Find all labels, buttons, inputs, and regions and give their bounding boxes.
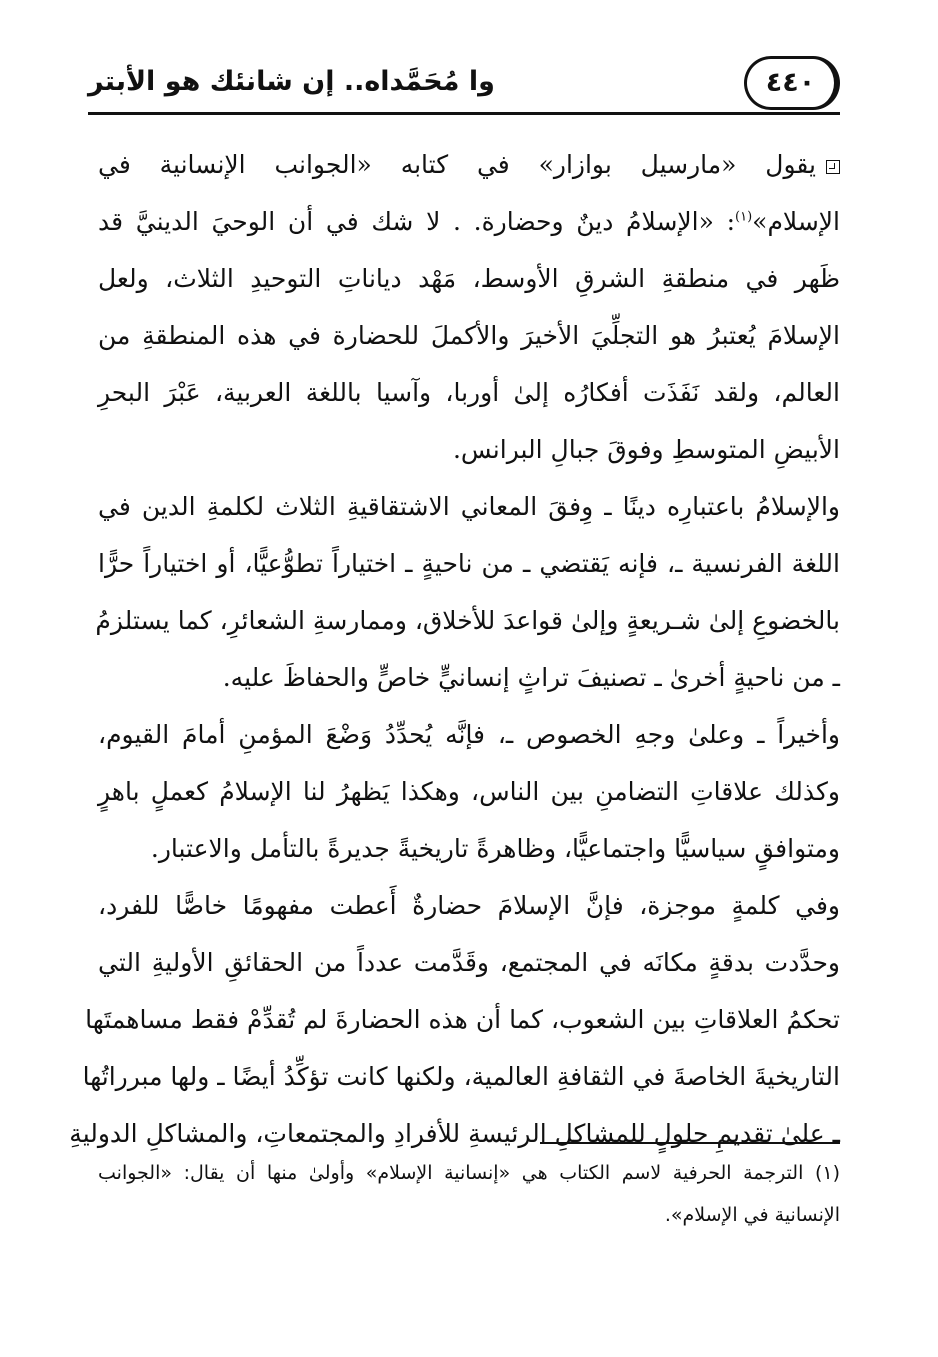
text-line: والإسلامُ باعتبارِه دينًا ـ وِفقَ المعاني الاشتقاقيةِ الثلاث لكلمةِ الدين في — [98, 492, 840, 521]
running-title: وا مُحَمَّداه.. إن شانئك هو الأبتر — [88, 66, 495, 97]
body-text — [69, 136, 841, 1162]
running-header — [88, 56, 840, 126]
paragraph-4 — [69, 877, 840, 1162]
footnote — [98, 1152, 840, 1236]
text-line — [98, 193, 840, 250]
footnote-marker: (١) — [735, 209, 753, 225]
line-text: يقول «مارسيل بوازار» في كتابه «الجوانب الإنسانية في — [98, 150, 816, 179]
footnote-rule — [540, 1142, 840, 1144]
page-number: ٤٤٠ — [744, 56, 840, 110]
text-line: الإسلامَ يُعتبرُ هو التجلِّيَ الأخيرَ والأكملَ للحضارة في هذه المنطقةِ من — [98, 321, 840, 350]
paragraph-3 — [98, 706, 840, 877]
text-line: الأبيضِ المتوسطِ وفوقَ جبالِ البرانس. — [452, 435, 840, 464]
text-line: التاريخيةَ الخاصةَ في الثقافةِ العالمية، ولكنها كانت تؤكِّدُ أيضًا ـ ولها مبرراتُها — [82, 1062, 840, 1091]
footnote-line: (١) الترجمة الحرفية لاسم الكتاب هي «إنسانية الإسلام» وأولىٰ منها أن يقال: «الجوانب — [98, 1162, 840, 1184]
text-line: ـ من ناحيةٍ أخرىٰ ـ تصنيفَ تراثٍ إنسانيٍّ خاصٍّ والحفاظَ عليه. — [222, 663, 840, 692]
text-line: بالخضوعِ إلىٰ شـريعةٍ وإلىٰ قواعدَ للأخلاق، وممارسةِ الشعائرِ، كما يستلزمُ — [95, 606, 840, 635]
text-line: ـ علىٰ تقديمِ حلولٍ للمشاكلِ الرئيسةِ للأفرادِ والمجتمعاتِ، والمشاكلِ الدوليةِ — [69, 1119, 840, 1148]
line-text-with-footnote: الإسلام»$^{(١)}$: «الإسلامُ دينٌ وحضارة. . لا شك في أن الوحيَ الدينيَّ قد — [98, 207, 840, 236]
checkbox-bullet-icon — [826, 160, 840, 174]
text-line: وكذلك علاقاتِ التضامنِ بين الناس، وهكذا يَظهرُ لنا الإسلامُ كعملٍ باهرٍ — [98, 777, 840, 806]
footnote-line: الإنسانية في الإسلام». — [664, 1204, 840, 1226]
paragraph-2 — [95, 478, 840, 706]
text-line: العالم، ولقد نَفَذَت أفكارُه إلىٰ أوربا، وآسيا باللغة العربية، عَبْرَ البحرِ — [98, 378, 841, 407]
text-line: وفي كلمةٍ موجزة، فإنَّ الإسلامَ حضارةٌ أَعطت مفهومًا خاصًّا للفرد، — [98, 891, 840, 920]
text-line: وأخيراً ـ وعلىٰ وجهِ الخصوص ـ، فإنَّه يُحدِّدُ وَضْعَ المؤمنِ أمامَ القيوم، — [98, 720, 840, 749]
header-rule — [88, 112, 840, 115]
text-line: ومتوافقٍ سياسيًّا واجتماعيًّا، وظاهرةً تاريخيةً جديرةً بالتأمل والاعتبار. — [150, 834, 840, 863]
text-line: اللغة الفرنسية ـ، فإنه يَقتضي ـ من ناحيةٍ ـ اختياراً تطوُّعيًّا، أو اختياراً حرًّا — [98, 549, 840, 578]
paragraph-1 — [98, 136, 840, 478]
text-line: تحكمُ العلاقاتِ بين الشعوب، كما أن هذه الحضارةَ لم تُقدِّمْ فقط مساهمتَها — [85, 1005, 840, 1034]
text-line: ظَهر في منطقةِ الشرقِ الأوسط، مَهْد دياناتِ التوحيدِ الثلاث، ولعل — [98, 264, 840, 293]
text-line: وحدَّدت بدقةٍ مكانَه في المجتمع، وقَدَّمت عدداً من الحقائقِ الأوليةِ التي — [98, 948, 840, 977]
text-line — [98, 136, 840, 193]
